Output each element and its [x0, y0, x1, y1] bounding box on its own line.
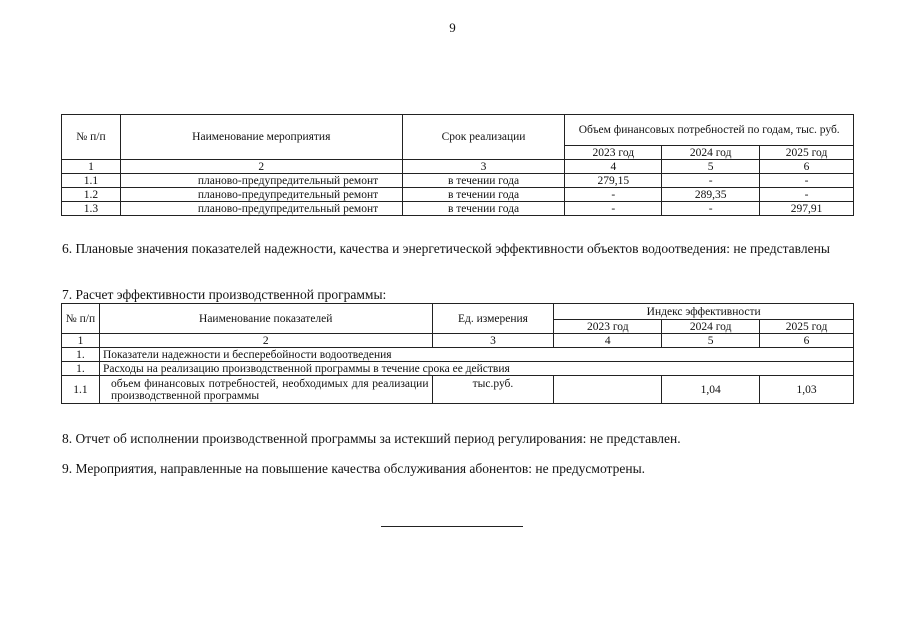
col-number: 1 [62, 334, 100, 348]
col-number: 6 [760, 160, 854, 174]
header-year-2023: 2023 год [554, 320, 662, 334]
column-numbers-row [62, 160, 854, 174]
header-unit: Ед. измерения [432, 304, 554, 334]
col-number: 6 [760, 334, 854, 348]
event-name: планово-предупредительный ремонт [120, 174, 402, 188]
section-8-text: 8. Отчет об исполнении производственной программы за истекший период регулирования: не представлен. [62, 431, 681, 446]
section-7-title: 7. Расчет эффективности производственной программы: [62, 287, 387, 302]
group-num: 1. [62, 362, 100, 376]
header-year-2024: 2024 год [662, 320, 760, 334]
header-financial-volume: Объем финансовых потребностей по годам, тыс. руб. [565, 115, 854, 146]
value-2025: 1,03 [760, 376, 854, 404]
header-event-name: Наименование мероприятия [120, 115, 402, 160]
group-label: Показатели надежности и бесперебойности водоотведения [99, 348, 853, 362]
value-2024: 289,35 [662, 188, 760, 202]
row-num: 1.1 [62, 174, 121, 188]
header-num: № п/п [62, 115, 121, 160]
col-number: 5 [662, 334, 760, 348]
col-number: 4 [554, 334, 662, 348]
value-2024: - [662, 202, 760, 216]
signature-line [381, 526, 523, 527]
header-term: Срок реализации [402, 115, 565, 160]
col-number: 3 [402, 160, 565, 174]
event-name: планово-предупредительный ремонт [120, 188, 402, 202]
table-row [62, 376, 854, 404]
value-2024: 1,04 [662, 376, 760, 404]
row-num: 1.2 [62, 188, 121, 202]
col-number: 3 [432, 334, 554, 348]
group-label: Расходы на реализацию производственной программы в течение срока ее действия [99, 362, 853, 376]
section-9-text: 9. Мероприятия, направленные на повышение качества обслуживания абонентов: не предусмотрены. [62, 461, 646, 476]
event-name: планово-предупредительный ремонт [120, 202, 402, 216]
header-year-2023: 2023 год [565, 146, 662, 160]
row-num: 1.1 [62, 376, 100, 404]
group-num: 1. [62, 348, 100, 362]
page-number: 9 [449, 20, 456, 35]
col-number: 4 [565, 160, 662, 174]
table-row [62, 188, 854, 202]
term: в течении года [402, 174, 565, 188]
header-year-2025: 2025 год [760, 320, 854, 334]
value-2023: - [565, 188, 662, 202]
group-row [62, 348, 854, 362]
efficiency-table [61, 303, 854, 404]
col-number: 2 [99, 334, 432, 348]
value-2023: 279,15 [565, 174, 662, 188]
value-2024: - [662, 174, 760, 188]
table-row [62, 174, 854, 188]
row-num: 1.3 [62, 202, 121, 216]
value-2025: - [760, 174, 854, 188]
term: в течении года [402, 188, 565, 202]
header-year-2025: 2025 год [760, 146, 854, 160]
column-numbers-row [62, 334, 854, 348]
header-efficiency-index: Индекс эффективности [554, 304, 854, 320]
unit: тыс.руб. [432, 376, 554, 404]
col-number: 5 [662, 160, 760, 174]
value-2023 [554, 376, 662, 404]
indicator-name: объем финансовых потребностей, необходимых для реализации производственной программы [99, 376, 432, 404]
financial-needs-table [61, 114, 854, 216]
section-6-text: 6. Плановые значения показателей надежности, качества и энергетической эффективности объектов водоотведения: не представлены [62, 241, 830, 256]
table-row [62, 202, 854, 216]
header-num: № п/п [62, 304, 100, 334]
col-number: 1 [62, 160, 121, 174]
group-row [62, 362, 854, 376]
col-number: 2 [120, 160, 402, 174]
header-year-2024: 2024 год [662, 146, 760, 160]
term: в течении года [402, 202, 565, 216]
value-2025: 297,91 [760, 202, 854, 216]
value-2025: - [760, 188, 854, 202]
header-indicator-name: Наименование показателей [99, 304, 432, 334]
value-2023: - [565, 202, 662, 216]
